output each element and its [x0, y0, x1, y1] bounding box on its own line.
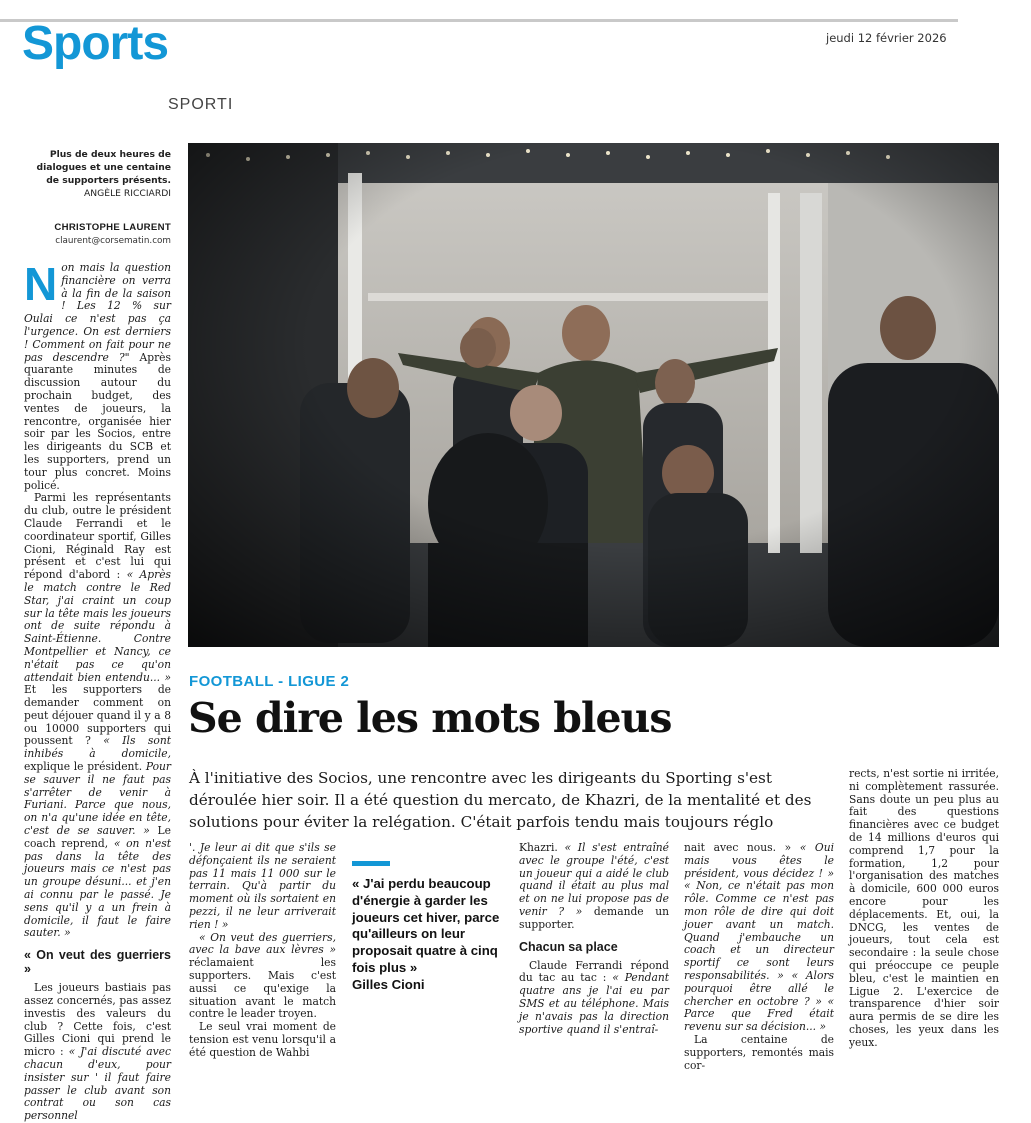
pull-quote-text: « J'ai perdu beaucoup d'énergie à garder les joueurs cet hiver, parce qu'ailleurs on leur proposait quatre à cinq fois plus » [352, 876, 500, 975]
photo-caption [24, 148, 171, 200]
body-paragraph: Les joueurs bastiais pas assez concernés, pas assez investis des valeurs du club ? Cette fois, c'est Gilles Cioni qui prend le micro : « J'ai discuté avec chacun d'eux, pour insister sur ' il faut faire passer le club avant son contrat ou son cas personnel [24, 981, 171, 1123]
article-column-3 [519, 842, 669, 1036]
article-column-5 [849, 768, 999, 1050]
pull-quote [352, 876, 502, 994]
article-column-4 [684, 842, 834, 1072]
section-title: Sports [22, 17, 169, 70]
drop-cap: N [24, 258, 58, 310]
lead-paragraph [24, 258, 171, 492]
body-paragraph: « On veut des guerriers, avec la bave aux lèvres » réclamaient les supporters. Mais c'est aussi ce qu'exige la situation avant le match contre le leader troyen. [189, 930, 336, 1021]
issue-date: jeudi 12 février 2026 [826, 31, 947, 45]
lead-text: Après quarante minutes de discussion autour du prochain budget, des ventes de joueurs, la rencontre, organisée hier soir par les Socios, entre les dirigeants du SCB et les supporters, prend un tour plus concret. Moins policé. [24, 350, 171, 492]
body-paragraph: nait avec nous. » « Oui mais vous êtes le président, vous décidez ! » « Non, ce n'était pas mon rôle. Comme ce n'est pas mon rôle de dire qui doit jouer avant un match. Quand j'embauche un coach et un directeur sportif ce sont leurs responsabilités. » « Alors pourquoi être allé le chercher en octobre ? » « Parce que Fred était revenu sur sa décision... » [684, 841, 834, 1034]
article-column-1 [24, 258, 171, 1123]
article-photo [188, 143, 999, 647]
article-standfirst: À l'initiative des Socios, une rencontre avec les dirigeants du Sporting s'est déroulée hier soir. Il a été question du mercato, de Khazri, de la mentalité et des solutions pour éviter la relégation. C'était parfois tendu mais toujours réglo [189, 769, 812, 831]
body-paragraph: Khazri. « Il s'est entraîné avec le groupe l'été, c'est un joueur qui a aidé le club quand il était au plus mal et on ne lui propose pas de venir ? » demande un supporter. [519, 841, 669, 931]
photo-illustration [188, 143, 999, 647]
article-headline: Se dire les mots bleus [188, 694, 672, 742]
body-paragraph: Claude Ferrandi répond du tac au tac : « Pendant quatre ans je l'ai eu par SMS et au téléphone. Mais je n'avais pas la direction sportive quand il s'entraî- [519, 958, 670, 1036]
body-paragraph: Le seul vrai moment de tension est venu lorsqu'il a été question de Wahbi [189, 1020, 336, 1059]
byline-author: CHRISTOPHE LAURENT [54, 222, 171, 233]
byline-email: claurent@corsematin.com [55, 236, 171, 246]
caption-text: Plus de deux heures de dialogues et une centaine de supporters présents. [36, 149, 171, 186]
subheading: « On veut des guerriers » [24, 948, 171, 977]
section-subtitle: SPORTI [168, 96, 234, 113]
body-paragraph: '. Je leur ai dit que s'ils se défonçaient ils ne seraient pas 11 mais 11 000 sur le terrain. Qu'à partir du moment où ils sortaient en pezzi, il ne leur arriverait rien ! » [189, 841, 336, 931]
pull-quote-author: Gilles Cioni [352, 976, 425, 992]
article-kicker: FOOTBALL - LIGUE 2 [189, 673, 350, 690]
body-paragraph: Parmi les représentants du club, outre le président Claude Ferrandi et le coordinateur sportif, Gilles Cioni, Réginald Ray est présent et c'est lui qui répond d'abord : « Après le match contre le Red Star, j'ai craint un coup sur la tête mais les joueurs ont de suite répondu à Saint-Étienne. Contre Montpellier et Nancy, ce n'était pas ce qu'on attendait bien entendu... » Et les supporters de demander comment on peut déjouer quand il y a 8 ou 10000 supporters qui poussent ? « Ils sont inhibés à domicile, explique le président. Pour se sauver il ne faut pas s'arrêter de venir à Furiani. Parce que nous, on n'a qu'une idée en tête, c'est de se sauver. » Le coach reprend, « on n'est pas dans la tête des joueurs mais ce n'est pas un groupe désuni... et j'en ai connu par le passé. Je sens qu'il y a un frein à domicile, il faut le faire sauter. » [24, 491, 171, 940]
lead-quote: on mais la question financière on verra à la fin de la saison ! Les 12 % sur Oulai ce n'est pas ça l'urgence. On est derniers ! Comment on fait pour ne pas descendre ?" [24, 261, 171, 364]
photo-credit: ANGÈLE RICCIARDI [83, 188, 171, 199]
article-column-2 [189, 842, 336, 1060]
subheading: Chacun sa place [519, 939, 618, 954]
quote-accent-bar [352, 861, 390, 866]
body-paragraph: La centaine de supporters, remontés mais cor- [684, 1032, 834, 1072]
body-paragraph: rects, n'est sortie ni irritée, ni complètement rassurée. Sans doute un peu plus au fait des questions financières avec ce budget de 14 millions d'euros qui comprend 1,7 pour la formation, 1,2 pour l'organisation des matches à domicile, 600 000 euros encore pour les déplacements. Et, oui, la DNCG, les ventes de joueurs, tout cela est secondaire : la seule chose qui préoccupe ce peuple bleu, c'est le maintien en Ligue 2. L'exercice de transparence d'hier soir aura permis de se dire les choses, les yeux dans les yeux. [849, 767, 999, 1049]
